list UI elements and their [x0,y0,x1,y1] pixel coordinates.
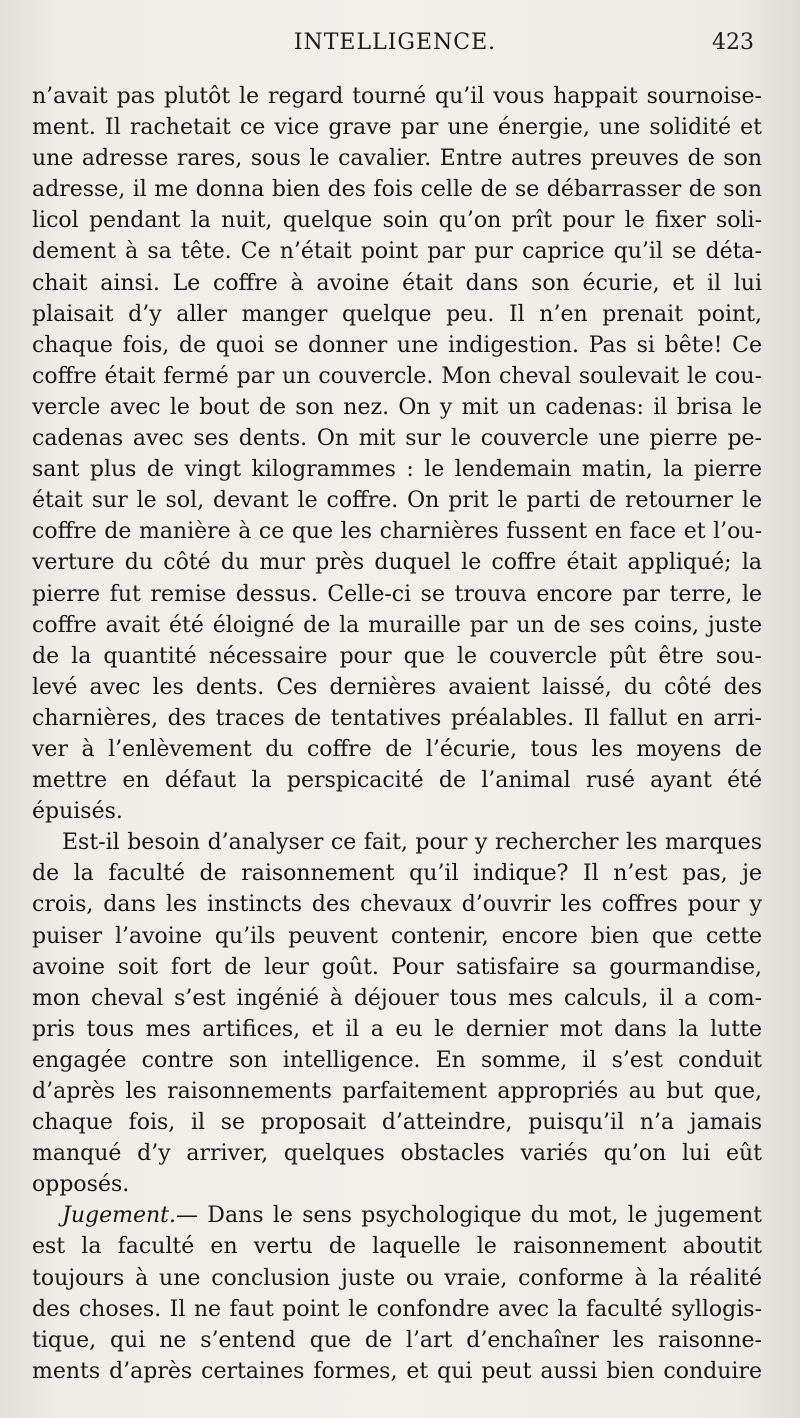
text-line: engagée contre son intelligence. En somme, il s’est conduit [32,1047,762,1073]
page-number: 423 [712,30,754,55]
text-line: verture du côté du mur près duquel le coffre était appliqué; la [32,550,762,576]
text-line: chaque fois, il se proposait d’atteindre, puisqu’il n’a jamais [32,1110,762,1136]
section-heading-jugement: Jugement. [62,1203,176,1229]
page-header [36,30,754,66]
text-fragment: — Dans le sens psychologique du mot, le jugement [175,1203,762,1229]
text-line: Est-il besoin d’analyser ce fait, pour y rechercher les marques [62,830,762,856]
running-title: INTELLIGENCE. [293,30,497,55]
text-line: pris tous mes artifices, et il a eu le dernier mot dans la lutte [32,1016,762,1042]
text-line: était sur le sol, devant le coffre. On prit le parti de retourner le [32,488,762,514]
text-line: tique, qui ne s’entend que de l’art d’enchaîner les raisonne- [32,1327,762,1353]
text-line: opposés. [32,1172,130,1198]
text-line: une adresse rares, sous le cavalier. Entre autres preuves de son [32,146,762,172]
text-line-with-heading [32,1200,762,1231]
text-line: coffre avait été éloigné de la muraille par un de ses coins, juste [32,612,762,638]
text-line: chaque fois, de quoi se donner une indigestion. Pas si bête! Ce [32,332,762,358]
text-line: crois, dans les instincts des chevaux d’ouvrir les coffres pour y [32,892,762,918]
text-line: d’après les raisonnements parfaitement appropriés au but que, [32,1079,762,1104]
text-line: coffre de manière à ce que les charnières fussent en face et l’ou- [32,519,762,545]
text-line: sant plus de vingt kilogrammes : le lendemain matin, la pierre [32,457,762,483]
text-line: licol pendant la nuit, quelque soin qu’on prît pour le fixer soli- [32,208,762,234]
text-line: pierre fut remise dessus. Celle-ci se trouva encore par terre, le [32,581,762,607]
text-line: de la faculté de raisonnement qu’il indique? Il n’est pas, je [32,861,762,887]
text-line: charnières, des traces de tentatives préalables. Il fallut en arri- [32,705,762,731]
body-text [32,81,762,1387]
text-line: ments d’après certaines formes, et qui peut aussi bien conduire [32,1358,762,1384]
text-line: puiser l’avoine qu’ils peuvent contenir, encore bien que cette [32,923,762,949]
text-line: n’avait pas plutôt le regard tourné qu’il vous happait sournoise- [32,84,762,109]
text-line: épuisés. [32,799,123,825]
text-line: coffre était fermé par un couvercle. Mon cheval soulevait le cou- [32,363,762,389]
text-line: des choses. Il ne faut point le confondre avec la faculté syllogis- [32,1296,762,1322]
text-line: mon cheval s’est ingénié à déjouer tous mes calculs, il a com- [32,985,762,1011]
text-line: ment. Il rachetait ce vice grave par une énergie, une solidité et [32,115,762,141]
text-line: manqué d’y arriver, quelques obstacles variés qu’on lui eût [32,1141,762,1167]
text-line: chait ainsi. Le coffre à avoine était dans son écurie, et il lui [32,270,762,296]
text-line: levé avec les dents. Ces dernières avaient laissé, du côté des [32,674,762,700]
text-line: dement à sa tête. Ce n’était point par pur caprice qu’il se déta- [32,239,762,265]
text-line: ver à l’enlèvement du coffre de l’écurie, tous les moyens de [32,736,762,762]
text-line: de la quantité nécessaire pour que le couvercle pût être sou- [32,643,762,669]
text-line: toujours à une conclusion juste ou vraie, conforme à la réalité [32,1265,762,1291]
text-line: mettre en défaut la perspicacité de l’animal rusé ayant été [32,768,762,794]
text-line: avoine soit fort de leur goût. Pour satisfaire sa gourmandise, [32,954,762,980]
text-line: cadenas avec ses dents. On mit sur le couvercle une pierre pe- [32,426,762,452]
text-line: plaisait d’y aller manger quelque peu. Il n’en prenait point, [32,301,762,327]
text-line: adresse, il me donna bien des fois celle de se débarrasser de son [32,177,762,203]
text-line: est la faculté en vertu de laquelle le raisonnement aboutit [32,1234,762,1260]
text-line: vercle avec le bout de son nez. On y mit un cadenas: il brisa le [32,394,762,420]
